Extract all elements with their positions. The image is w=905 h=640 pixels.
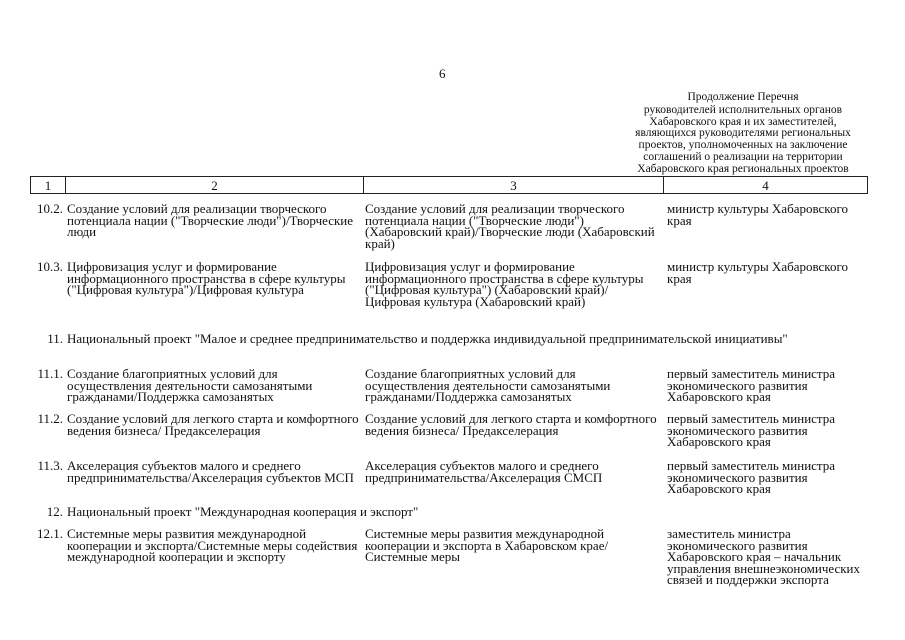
responsible-person: заместитель министра экономического развития Хабаровского края – начальник управления внешнеэкономических связей и поддержки экспорта — [667, 526, 861, 588]
table-row — [30, 413, 868, 460]
regional-project-name: Цифровизация услуг и формирование информационного пространства в сфере культуры ("Цифровая культура") (Хабаровский край)/Цифровая культура (Хабаровский край) — [365, 259, 644, 309]
header-col-4: 4 — [762, 178, 769, 193]
project-name: Цифровизация услуг и формирование информационного пространства в сфере культуры ("Цифровая культура")/Цифровая культура — [67, 259, 346, 298]
project-name: Акселерация субъектов малого и среднего предпринимательства/Акселерация субъектов МСП — [67, 458, 354, 485]
table-row — [30, 528, 868, 610]
project-name: Создание условий для легкого старта и комфортного ведения бизнеса/ Предакселерация — [67, 411, 359, 438]
continuation-heading — [612, 92, 874, 176]
table-row — [30, 261, 868, 333]
regional-project-name: Системные меры развития международной кооперации и экспорта в Хабаровском крае/Системные меры — [365, 526, 609, 565]
responsible-person: первый заместитель министра экономического развития Хабаровского края — [667, 366, 836, 405]
national-project-title: Национальный проект "Международная кооперация и экспорт" — [67, 504, 419, 519]
regional-project-name: Акселерация субъектов малого и среднего предпринимательства/Акселерация СМСП — [365, 458, 603, 485]
project-name: Системные меры развития международной кооперации и экспорта/Системные меры содействия международной кооперации и экспорту — [67, 526, 358, 565]
table-row — [30, 333, 868, 368]
responsible-person: первый заместитель министра экономического развития Хабаровского края — [667, 458, 836, 497]
continuation-line: Хабаровского края региональных проектов — [637, 162, 849, 175]
continuation-title: Продолжение Перечня — [687, 91, 799, 103]
regional-project-name: Создание условий для реализации творческого потенциала нации ("Творческие люди") (Хабаровский край)/Творческие люди (Хабаровский край) — [365, 201, 655, 251]
row-number: 11.3. — [37, 458, 63, 473]
row-number: 11.1. — [37, 366, 63, 381]
responsible-person: министр культуры Хабаровского края — [667, 201, 848, 228]
project-name: Создание благоприятных условий для осуществления деятельности самозанятыми гражданами/Поддержка самозанятых — [67, 366, 313, 405]
row-number: 11. — [47, 331, 63, 346]
table-row — [30, 506, 868, 528]
table-row — [30, 203, 868, 261]
table-row — [30, 460, 868, 506]
header-col-1: 1 — [31, 177, 66, 193]
continuation-line: Хабаровского края и их заместителей, — [649, 115, 837, 128]
continuation-line: руководителей исполнительных органов — [643, 103, 843, 116]
page-number: 6 — [439, 66, 446, 81]
header-col-3: 3 — [364, 177, 664, 193]
regional-project-name: Создание условий для легкого старта и комфортного ведения бизнеса/ Предакселерация — [365, 411, 657, 438]
continuation-line: являющихся руководителями региональных — [635, 127, 851, 140]
row-number: 12.1. — [37, 526, 63, 541]
table-header — [30, 176, 868, 194]
table-body — [30, 203, 868, 610]
responsible-person: министр культуры Хабаровского края — [667, 259, 848, 286]
responsible-person: первый заместитель министра экономического развития Хабаровского края — [667, 411, 836, 450]
regional-project-name: Создание благоприятных условий для осуществления деятельности самозанятыми гражданами/Поддержка самозанятых — [365, 366, 611, 405]
national-project-title: Национальный проект "Малое и среднее предпринимательство и поддержка индивидуальной предпринимательской инициативы" — [67, 331, 788, 346]
project-name: Создание условий для реализации творческого потенциала нации ("Творческие люди")/Творческие люди — [67, 201, 354, 240]
row-number: 10.2. — [37, 201, 63, 216]
row-number: 12. — [46, 504, 63, 519]
row-number: 11.2. — [37, 411, 63, 426]
continuation-line: соглашений о реализации на территории — [643, 150, 843, 163]
continuation-line: проектов, уполномоченных на заключение — [638, 139, 848, 152]
table-row — [30, 368, 868, 413]
row-number: 10.3. — [37, 259, 63, 274]
header-col-2: 2 — [66, 177, 364, 193]
